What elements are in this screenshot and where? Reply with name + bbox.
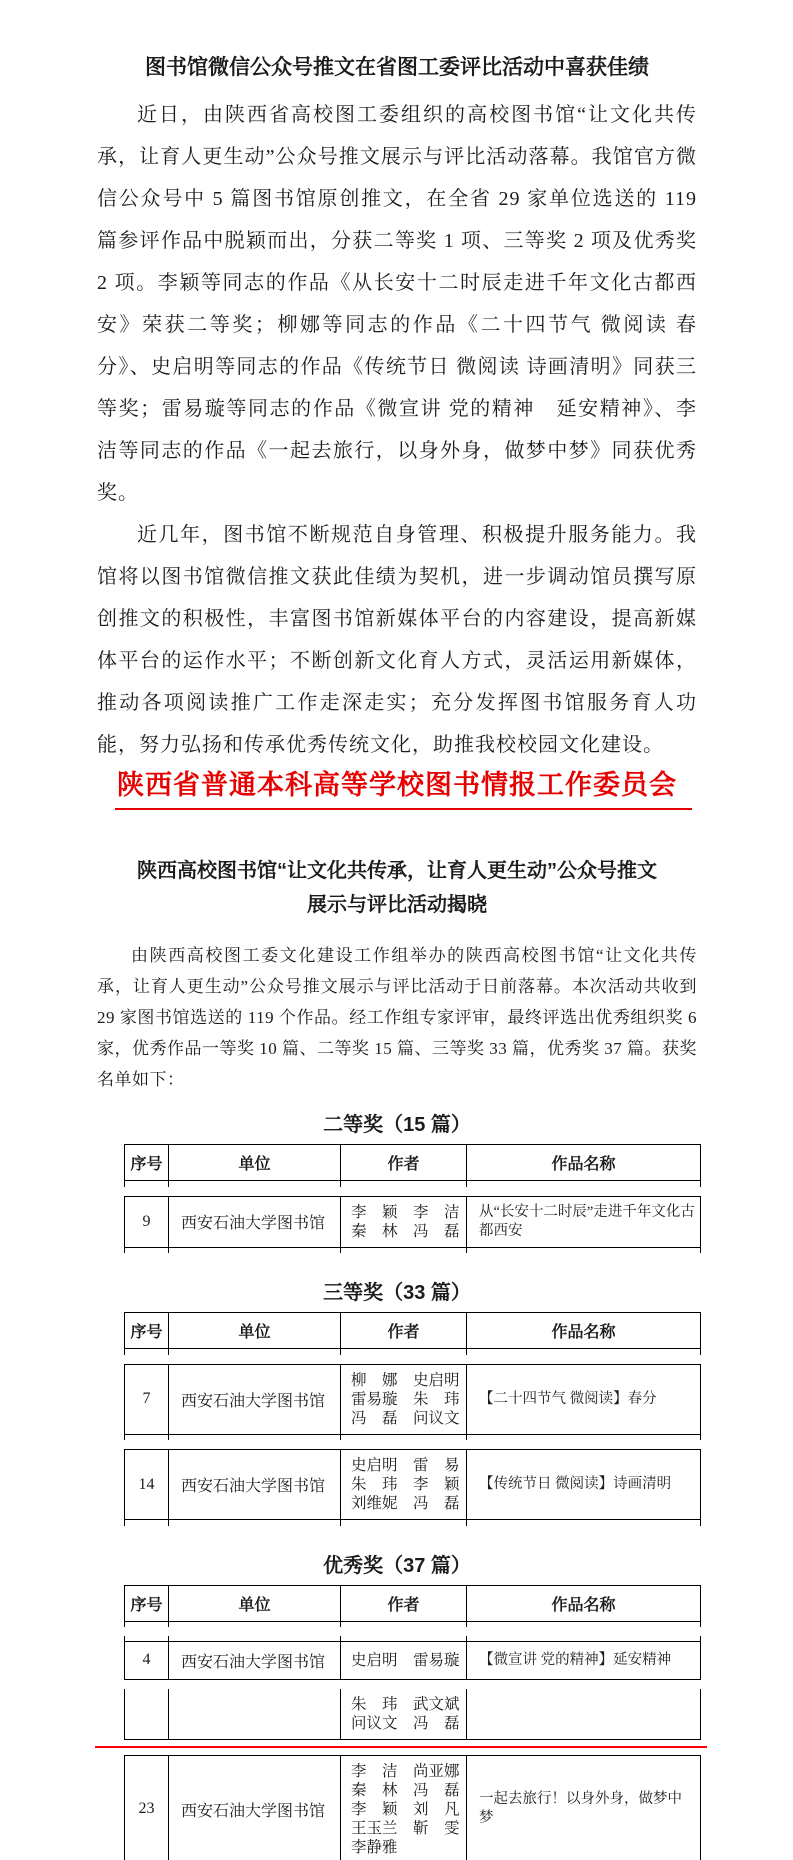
author-line: 问议文 冯 磊 — [351, 1714, 460, 1732]
author-line: 王玉兰 靳 雯 — [351, 1819, 460, 1837]
author-line: 李静雅 — [351, 1838, 398, 1856]
author-line: 朱 玮 武文斌 — [351, 1695, 460, 1713]
author-line: 刘维妮 冯 磊 — [351, 1495, 460, 1512]
table-row — [125, 1641, 701, 1679]
third-prize-table-header — [124, 1312, 701, 1355]
cropped-row-sliver — [125, 1520, 701, 1526]
announcement-intro: 由陕西高校图工委文化建设工作组举办的陕西高校图书馆“让文化共传承，让育人更生动”公众号推文展示与评比活动于日前落幕。本次活动共收到 29 家图书馆选送的 119 个作品。经工作组专家评审，最终评选出优秀组织奖 6 家，优秀作品一等奖 10 篇、二等奖 15 篇、三等奖 33 篇，优秀奖 37 篇。获奖名单如下： — [97, 946, 697, 1089]
column-header-serial: 序号 — [125, 1145, 169, 1181]
cell-serial: 23 — [125, 1755, 169, 1860]
author-line: 秦 林 冯 磊 — [351, 1781, 460, 1799]
table-row — [125, 1689, 701, 1740]
author-line: 李 颖 李 洁 — [351, 1203, 460, 1221]
column-header-work: 作品名称 — [467, 1585, 701, 1621]
excellence-prize-table-row-23 — [124, 1755, 701, 1860]
award-title-third-prize: 三等奖（33 篇） — [323, 1282, 471, 1304]
award-title-second-prize: 二等奖（15 篇） — [323, 1114, 471, 1136]
cell-serial: 9 — [125, 1196, 169, 1247]
header-row — [125, 1145, 701, 1181]
author-line: 雷易璇 朱 玮 — [351, 1390, 460, 1408]
cropped-row-sliver — [125, 1181, 701, 1187]
author-line: 秦 林 冯 磊 — [351, 1222, 460, 1240]
cell-authors — [341, 1641, 467, 1679]
cell-authors — [341, 1450, 467, 1520]
cell-unit: 西安石油大学图书馆 — [169, 1450, 341, 1520]
column-header-work: 作品名称 — [467, 1145, 701, 1181]
cell-serial: 7 — [125, 1364, 169, 1434]
table-row — [125, 1450, 701, 1520]
award-section-third-prize — [97, 1279, 697, 1526]
cell-authors — [341, 1755, 467, 1860]
second-prize-table-rows — [124, 1196, 701, 1254]
stitch-seam-line — [95, 1746, 707, 1748]
author-line: 李 颖 刘 凡 — [351, 1800, 460, 1818]
cell-work: 从“长安十二时辰”走进千年文化古都西安 — [467, 1196, 701, 1247]
announcement-heading-line1: 陕西高校图书馆“让文化共传承，让育人更生动”公众号推文 — [137, 860, 657, 882]
cell-serial — [125, 1689, 169, 1740]
column-header-author: 作者 — [341, 1145, 467, 1181]
author-line: 朱 玮 李 颖 — [351, 1476, 460, 1493]
award-section-excellence-prize — [97, 1552, 697, 1860]
table-row — [125, 1755, 701, 1860]
column-header-unit: 单位 — [169, 1145, 341, 1181]
excellence-prize-table-header — [124, 1585, 701, 1628]
cropped-row-sliver — [125, 1349, 701, 1355]
cell-unit: 西安石油大学图书馆 — [169, 1364, 341, 1434]
author-line: 李 洁 尚亚娜 — [351, 1762, 460, 1780]
table-row — [125, 1196, 701, 1247]
column-header-work: 作品名称 — [467, 1313, 701, 1349]
author-line: 史启明 雷 易 — [351, 1457, 460, 1474]
cell-serial: 4 — [125, 1641, 169, 1679]
second-prize-table-header — [124, 1144, 701, 1187]
cropped-row-sliver — [125, 1621, 701, 1627]
cell-work — [467, 1689, 701, 1740]
cell-work: 一起去旅行！以身外身，做梦中梦 — [467, 1755, 701, 1860]
cropped-row-sliver — [125, 1434, 701, 1440]
announcement-heading-line2: 展示与评比活动揭晓 — [307, 894, 487, 916]
excellence-prize-table-cropped-row — [124, 1689, 701, 1740]
announcement-heading — [97, 854, 697, 922]
article-paragraph-2: 近几年，图书馆不断规范自身管理、积极提升服务能力。我馆将以图书馆微信推文获此佳绩为契机，进一步调动馆员撰写原创推文的积极性，丰富图书馆新媒体平台的内容建设，提高新媒体平台的运作水平；不断创新文化育人方式，灵活运用新媒体，推动各项阅读推广工作走深走实；充分发挥图书馆服务育人功能，努力弘扬和传承优秀传统文化，助推我校校园文化建设。 — [97, 524, 697, 756]
author-line: 史启明 雷易璇 — [351, 1651, 460, 1669]
cell-unit: 西安石油大学图书馆 — [169, 1641, 341, 1679]
article-paragraph-1: 近日，由陕西省高校图工委组织的高校图书馆“让文化共传承，让育人更生动”公众号推文展示与评比活动落幕。我馆官方微信公众号中 5 篇图书馆原创推文，在全省 29 家单位选送的 119 篇参评作品中脱颖而出，分获二等奖 1 项、三等奖 2 项及优秀奖 2 项。李颖等同志的作品《从长安十二时辰走进千年文化古都西安》荣获二等奖；柳娜等同志的作品《二十四节气 微阅读 春分》、史启明等同志的作品《传统节日 微阅读 诗画清明》同获三等奖；雷易璇等同志的作品《微宣讲 党的精神 延安精神》、李洁等同志的作品《一起去旅行，以身外身，做梦中梦》同获优秀奖。 — [97, 104, 697, 504]
column-header-unit: 单位 — [169, 1313, 341, 1349]
author-line: 冯 磊 问议文 — [351, 1409, 460, 1427]
column-header-author: 作者 — [341, 1585, 467, 1621]
cropped-row-sliver — [125, 1247, 701, 1253]
cell-unit — [169, 1689, 341, 1740]
award-section-second-prize — [97, 1111, 697, 1253]
cell-unit: 西安石油大学图书馆 — [169, 1196, 341, 1247]
cell-unit: 西安石油大学图书馆 — [169, 1755, 341, 1860]
header-row — [125, 1313, 701, 1349]
award-title-excellence-prize: 优秀奖（37 篇） — [323, 1554, 471, 1577]
cell-serial: 14 — [125, 1450, 169, 1520]
committee-underline — [115, 808, 692, 810]
author-line: 柳 娜 史启明 — [351, 1371, 460, 1389]
cell-authors — [341, 1689, 467, 1740]
cell-work: 【微宣讲 党的精神】延安精神 — [467, 1641, 701, 1679]
cell-authors — [341, 1364, 467, 1434]
column-header-serial: 序号 — [125, 1313, 169, 1349]
cell-work: 【传统节日 微阅读】诗画清明 — [467, 1450, 701, 1520]
header-row — [125, 1585, 701, 1621]
cell-work: 【二十四节气 微阅读】春分 — [467, 1364, 701, 1434]
table-row — [125, 1364, 701, 1434]
column-header-unit: 单位 — [169, 1585, 341, 1621]
excellence-prize-table-row-4 — [124, 1636, 701, 1680]
article-title: 图书馆微信公众号推文在省图工委评比活动中喜获佳绩 — [145, 55, 649, 79]
column-header-serial: 序号 — [125, 1585, 169, 1621]
committee-signature: 陕西省普通本科高等学校图书情报工作委员会 — [117, 770, 677, 800]
column-header-author: 作者 — [341, 1313, 467, 1349]
third-prize-table-row-14 — [124, 1449, 701, 1526]
third-prize-table-row-7 — [124, 1364, 701, 1441]
cell-authors — [341, 1196, 467, 1247]
